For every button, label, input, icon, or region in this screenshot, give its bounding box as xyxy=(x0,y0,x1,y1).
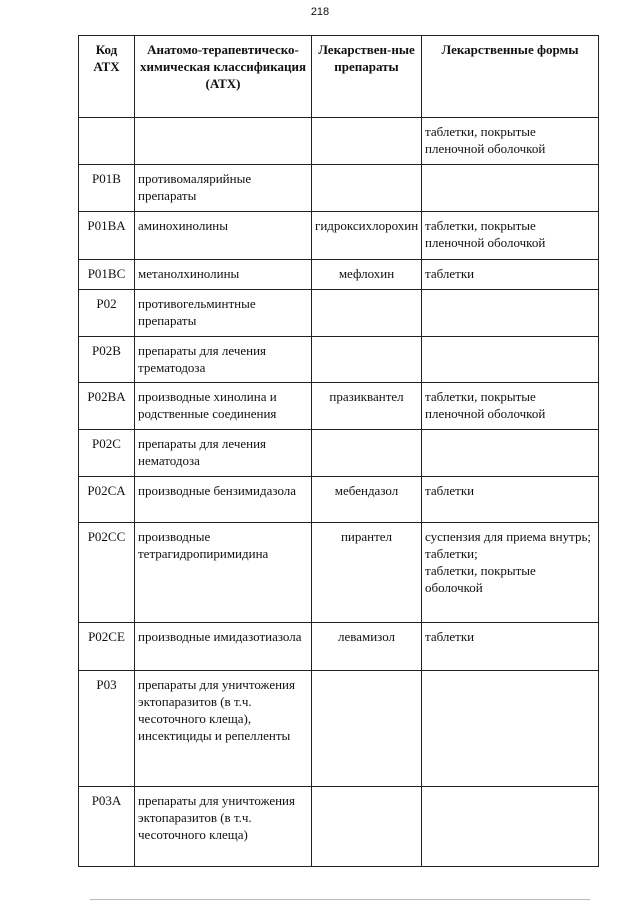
atc-code-cell: P02BA xyxy=(79,383,135,430)
drug-name-cell: левамизол xyxy=(312,623,422,671)
header-drugs: Лекарствен-ные препараты xyxy=(312,36,422,118)
table-row xyxy=(79,523,599,623)
dosage-form-cell xyxy=(422,336,599,383)
dosage-form-cell: таблетки, покрытые пленочной оболочкой xyxy=(422,118,599,165)
classification-cell xyxy=(135,118,312,165)
classification-cell: производные тетрагидропиримидина xyxy=(135,523,312,623)
drug-name-cell xyxy=(312,336,422,383)
dosage-form-cell xyxy=(422,289,599,336)
dosage-form-cell: суспензия для приема внутрь; таблетки; таблетки, покрытые оболочкой xyxy=(422,523,599,623)
drug-name-cell xyxy=(312,671,422,787)
dosage-form-cell: таблетки, покрытые пленочной оболочкой xyxy=(422,211,599,259)
classification-cell: аминохинолины xyxy=(135,211,312,259)
dosage-form-cell: таблетки xyxy=(422,259,599,289)
classification-cell: противомалярийные препараты xyxy=(135,164,312,211)
classification-cell: производные имидазотиазола xyxy=(135,623,312,671)
drug-name-cell: мефлохин xyxy=(312,259,422,289)
classification-cell: препараты для уничтожения эктопаразитов (в т.ч. чесоточного клеща) xyxy=(135,787,312,867)
classification-cell: производные бензимидазола xyxy=(135,477,312,523)
classification-cell: препараты для лечения трематодоза xyxy=(135,336,312,383)
drug-name-cell: гидроксихлорохин xyxy=(312,211,422,259)
header-forms: Лекарственные формы xyxy=(422,36,599,118)
header-classification: Анатомо-терапевтическо-химическая классификация (АТХ) xyxy=(135,36,312,118)
atc-code-cell: P01BA xyxy=(79,211,135,259)
dosage-form-cell: таблетки xyxy=(422,623,599,671)
table-row xyxy=(79,118,599,165)
atc-code-cell xyxy=(79,118,135,165)
dosage-form-cell xyxy=(422,671,599,787)
atc-code-cell: P03 xyxy=(79,671,135,787)
atc-code-cell: P02B xyxy=(79,336,135,383)
atc-code-cell: P03A xyxy=(79,787,135,867)
dosage-form-cell xyxy=(422,430,599,477)
drug-name-cell xyxy=(312,164,422,211)
header-code: Код АТХ xyxy=(79,36,135,118)
drug-name-cell: празиквантел xyxy=(312,383,422,430)
table-row xyxy=(79,671,599,787)
atc-code-cell: P02CA xyxy=(79,477,135,523)
page-number: 218 xyxy=(310,6,330,18)
atc-code-cell: P01B xyxy=(79,164,135,211)
drug-name-cell xyxy=(312,118,422,165)
table-row xyxy=(79,259,599,289)
classification-cell: препараты для лечения нематодоза xyxy=(135,430,312,477)
drug-name-cell xyxy=(312,430,422,477)
classification-cell: препараты для уничтожения эктопаразитов (в т.ч. чесоточного клеща), инсектициды и репелленты xyxy=(135,671,312,787)
dosage-form-cell: таблетки xyxy=(422,477,599,523)
atc-code-cell: P02C xyxy=(79,430,135,477)
dosage-form-cell xyxy=(422,787,599,867)
table-row xyxy=(79,623,599,671)
drug-name-cell xyxy=(312,289,422,336)
classification-cell: производные хинолина и родственные соединения xyxy=(135,383,312,430)
page-bottom-divider xyxy=(90,899,590,900)
table-header xyxy=(79,36,599,118)
classification-cell: противогельминтные препараты xyxy=(135,289,312,336)
table-row xyxy=(79,336,599,383)
dosage-form-cell: таблетки, покрытые пленочной оболочкой xyxy=(422,383,599,430)
table-row xyxy=(79,289,599,336)
table-row xyxy=(79,787,599,867)
atc-code-cell: P02 xyxy=(79,289,135,336)
table-row xyxy=(79,383,599,430)
atc-code-cell: P01BC xyxy=(79,259,135,289)
drug-name-cell xyxy=(312,787,422,867)
table-row xyxy=(79,477,599,523)
atc-code-cell: P02CE xyxy=(79,623,135,671)
table-row xyxy=(79,430,599,477)
atc-drug-table xyxy=(78,35,599,867)
atc-code-cell: P02CC xyxy=(79,523,135,623)
table-row xyxy=(79,164,599,211)
drug-name-cell: мебендазол xyxy=(312,477,422,523)
table-body xyxy=(79,118,599,867)
drug-name-cell: пирантел xyxy=(312,523,422,623)
table-row xyxy=(79,211,599,259)
dosage-form-cell xyxy=(422,164,599,211)
classification-cell: метанолхинолины xyxy=(135,259,312,289)
